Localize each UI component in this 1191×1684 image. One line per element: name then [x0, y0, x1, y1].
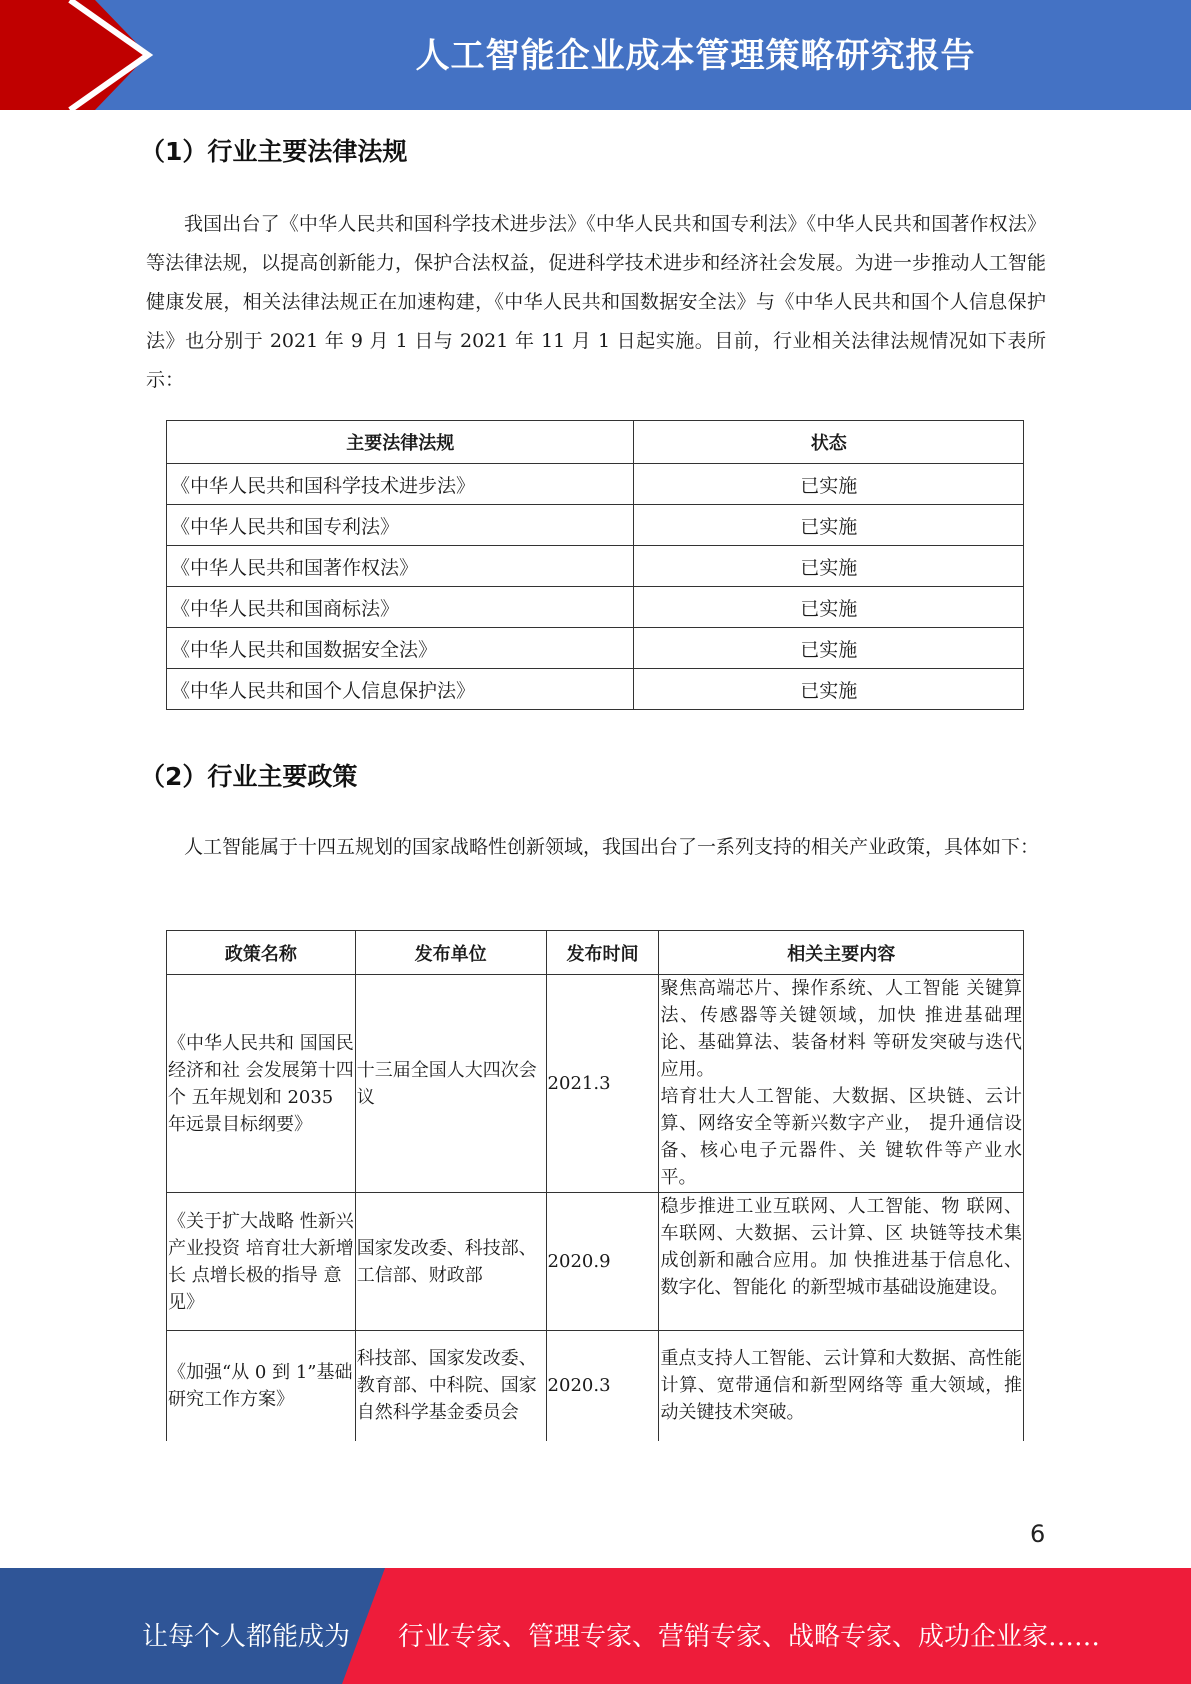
law-name-cell: 《中华人民共和国商标法》	[167, 587, 634, 628]
policy-name-cell: 《加强“从 0 到 1”基础研究工作方案》	[167, 1331, 356, 1441]
policy-date-cell: 2021.3	[546, 975, 659, 1193]
policy-date-cell: 2020.3	[546, 1331, 659, 1441]
law-name-cell: 《中华人民共和国专利法》	[167, 505, 634, 546]
table-row	[167, 1331, 1024, 1441]
policies-intro-paragraph: 人工智能属于十四五规划的国家战略性创新领域，我国出台了一系列支持的相关产业政策，具体如下：	[184, 836, 1040, 858]
column-header-issuer: 发布单位	[355, 931, 546, 975]
table-row	[167, 587, 1024, 628]
policy-content-cell: 稳步推进工业互联网、人工智能、物 联网、车联网、大数据、云计算、区 块链等技术集成创新和融合应用。加 快推进基于信息化、数字化、智能化 的新型城市基础设施建设。	[659, 1193, 1024, 1331]
column-header-policy-name: 政策名称	[167, 931, 356, 975]
policy-issuer-cell: 国家发改委、科技部、工信部、财政部	[355, 1193, 546, 1331]
table-row	[167, 546, 1024, 587]
law-name-cell: 《中华人民共和国个人信息保护法》	[167, 669, 634, 710]
law-name-cell: 《中华人民共和国数据安全法》	[167, 628, 634, 669]
page-header	[0, 0, 1191, 110]
header-title: 人工智能企业成本管理策略研究报告	[415, 36, 976, 76]
law-status-cell: 已实施	[634, 587, 1024, 628]
policy-name-cell: 《关于扩大战略 性新兴产业投资 培育壮大新增长 点增长极的指导 意见》	[167, 1193, 356, 1331]
table-header-row	[167, 931, 1024, 975]
policy-content-cell: 重点支持人工智能、云计算和大数据、高性能计算、宽带通信和新型网络等 重大领域，推动关键技术突破。	[659, 1331, 1024, 1441]
law-name-cell: 《中华人民共和国著作权法》	[167, 546, 634, 587]
page-number: 6	[1030, 1520, 1046, 1548]
footer-slogan-right: 行业专家、管理专家、营销专家、战略专家、成功企业家……	[398, 1622, 1101, 1652]
table-header-row	[167, 421, 1024, 464]
policy-issuer-cell: 十三届全国人大四次会议	[355, 975, 546, 1193]
laws-intro-paragraph: 我国出台了《中华人民共和国科学技术进步法》《中华人民共和国专利法》《中华人民共和国著作权法》等法律法规，以提高创新能力，保护合法权益，促进科学技术进步和经济社会发展。为进一步推动人工智能健康发展，相关法律法规正在加速构建，《中华人民共和国数据安全法》与《中华人民共和国个人信息保护法》也分别于 2021 年 9 月 1 日与 2021 年 11 月 1 日起实施。目前，行业相关法律法规情况如下表所示：	[146, 213, 1046, 391]
policy-date-cell: 2020.9	[546, 1193, 659, 1331]
column-header-status: 状态	[634, 421, 1024, 464]
table-row	[167, 628, 1024, 669]
law-name-cell: 《中华人民共和国科学技术进步法》	[167, 464, 634, 505]
law-status-cell: 已实施	[634, 546, 1024, 587]
law-status-cell: 已实施	[634, 464, 1024, 505]
policy-content-cell: 聚焦高端芯片、操作系统、人工智能 关键算法、传感器等关键领域，加快 推进基础理论、基础算法、装备材料 等研发突破与迭代应用。 培育壮大人工智能、大数据、区块链、云计算、网络安全等新兴数字产业， 提升通信设备、核心电子元器件、关 键软件等产业水平。	[659, 975, 1024, 1193]
column-header-law: 主要法律法规	[167, 421, 634, 464]
law-status-cell: 已实施	[634, 505, 1024, 546]
table-row	[167, 464, 1024, 505]
policy-name-cell: 《中华人民共和 国国民经济和社 会发展第十四个 五年规划和 2035 年远景目标纲要》	[167, 975, 356, 1193]
column-header-content: 相关主要内容	[659, 931, 1024, 975]
column-header-date: 发布时间	[546, 931, 659, 975]
section-title-policies: （2）行业主要政策	[140, 762, 358, 791]
table-row	[167, 1193, 1024, 1331]
law-status-cell: 已实施	[634, 669, 1024, 710]
policies-table	[166, 930, 1024, 1441]
table-row	[167, 669, 1024, 710]
section-title-laws: （1）行业主要法律法规	[140, 137, 408, 166]
policy-issuer-cell: 科技部、国家发改委、教育部、中科院、国家自然科学基金委员会	[355, 1331, 546, 1441]
page-footer	[0, 1568, 1191, 1684]
laws-table	[166, 420, 1024, 710]
law-status-cell: 已实施	[634, 628, 1024, 669]
table-row	[167, 975, 1024, 1193]
footer-slogan-left: 让每个人都能成为	[142, 1622, 351, 1652]
table-row	[167, 505, 1024, 546]
